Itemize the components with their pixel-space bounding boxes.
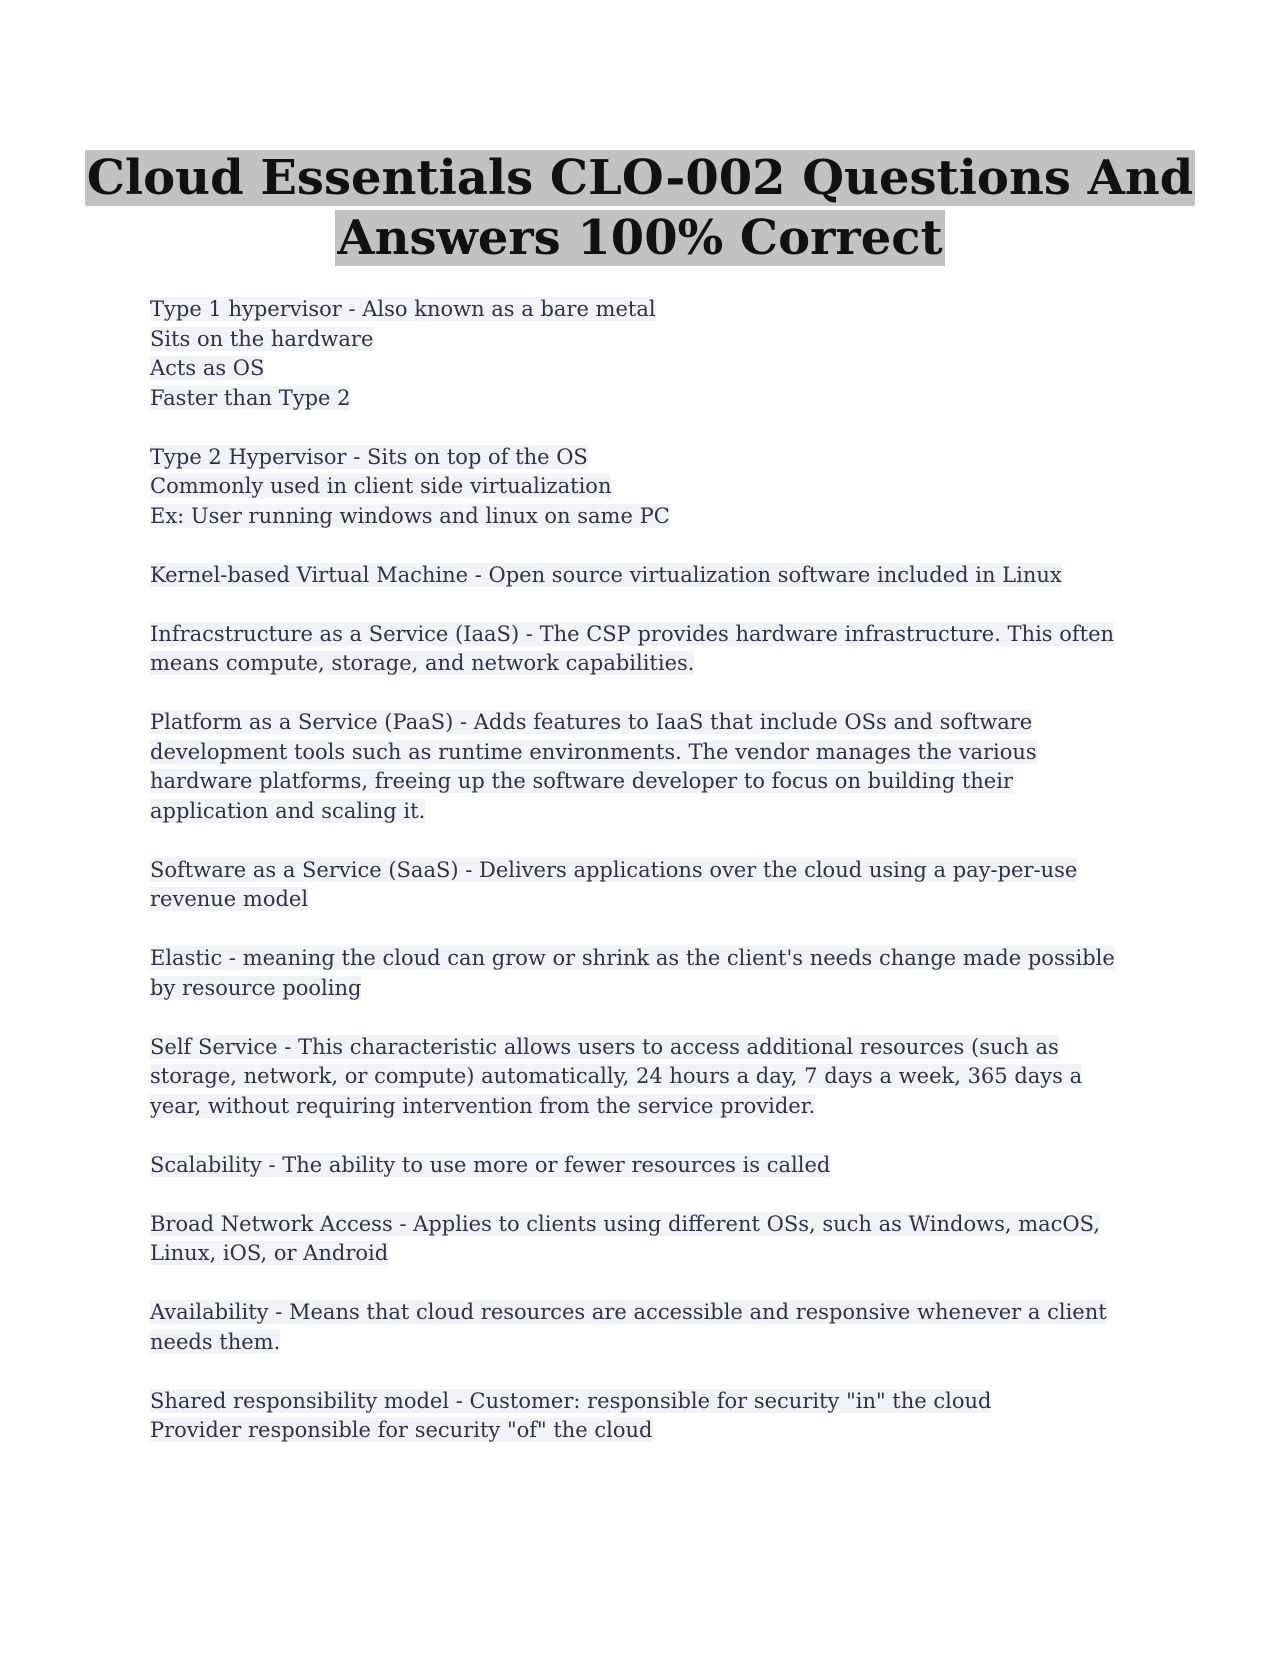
entry-self-service	[150, 1033, 1130, 1122]
text-line: storage, network, or compute) automatically, 24 hours a day, 7 days a week, 365 days a	[150, 1064, 1083, 1088]
text-line: Faster than Type 2	[150, 385, 351, 410]
title-line-2: Answers 100% Correct	[337, 210, 943, 266]
text-line: hardware platforms, freeing up the software developer to focus on building their	[150, 769, 1013, 793]
entry-scalability	[150, 1151, 1130, 1181]
entry-broad-network-access	[150, 1210, 1130, 1269]
entry-type2-hypervisor	[150, 443, 1130, 532]
entry-iaas	[150, 620, 1130, 679]
entry-paas	[150, 708, 1130, 826]
text-line: Shared responsibility model - Customer: responsible for security "in" the cloud	[150, 1388, 992, 1413]
text-line: Sits on the hardware	[150, 326, 374, 351]
text-line: Self Service - This characteristic allows users to access additional resources (such as	[150, 1034, 1059, 1059]
text-line: Type 1 hypervisor - Also known as a bare metal	[150, 297, 656, 321]
text-line: development tools such as runtime environments. The vendor manages the various	[150, 739, 1037, 764]
text-line: needs them.	[150, 1329, 281, 1354]
text-line: Infracstructure as a Service (IaaS) - The CSP provides hardware infrastructure. This often	[150, 621, 1115, 646]
text-line: by resource pooling	[150, 975, 362, 1000]
entry-type1-hypervisor	[150, 295, 1130, 413]
text-line: Availability - Means that cloud resources are accessible and responsive whenever a client	[150, 1300, 1107, 1324]
text-line: Linux, iOS, or Android	[150, 1241, 389, 1265]
document-body	[150, 295, 1130, 1475]
text-line: Acts as OS	[150, 356, 265, 380]
entry-shared-responsibility	[150, 1387, 1130, 1446]
text-line: application and scaling it.	[150, 798, 426, 823]
text-line: Platform as a Service (PaaS) - Adds features to IaaS that include OSs and software	[150, 710, 1033, 734]
text-line: year, without requiring intervention from the service provider.	[150, 1093, 816, 1118]
text-line: means compute, storage, and network capabilities.	[150, 651, 695, 675]
document-title	[0, 148, 1280, 268]
text-line: Commonly used in client side virtualization	[150, 474, 612, 498]
text-line: Type 2 Hypervisor - Sits on top of the OS	[150, 444, 588, 469]
text-line: Scalability - The ability to use more or fewer resources is called	[150, 1152, 831, 1177]
text-line: Broad Network Access - Applies to clients using different OSs, such as Windows, macOS,	[150, 1211, 1100, 1236]
entry-availability	[150, 1298, 1130, 1357]
text-line: revenue model	[150, 887, 309, 911]
title-line-1: Cloud Essentials CLO-002 Questions And	[86, 150, 1194, 206]
text-line: Ex: User running windows and linux on same PC	[150, 503, 670, 528]
entry-saas	[150, 856, 1130, 915]
text-line: Kernel-based Virtual Machine - Open source virtualization software included in Linux	[150, 562, 1062, 587]
entry-kvm	[150, 561, 1130, 591]
text-line: Elastic - meaning the cloud can grow or shrink as the client's needs change made possible	[150, 946, 1115, 970]
entry-elastic	[150, 944, 1130, 1003]
text-line: Software as a Service (SaaS) - Delivers applications over the cloud using a pay-per-use	[150, 857, 1078, 882]
text-line: Provider responsible for security "of" the cloud	[150, 1418, 653, 1442]
